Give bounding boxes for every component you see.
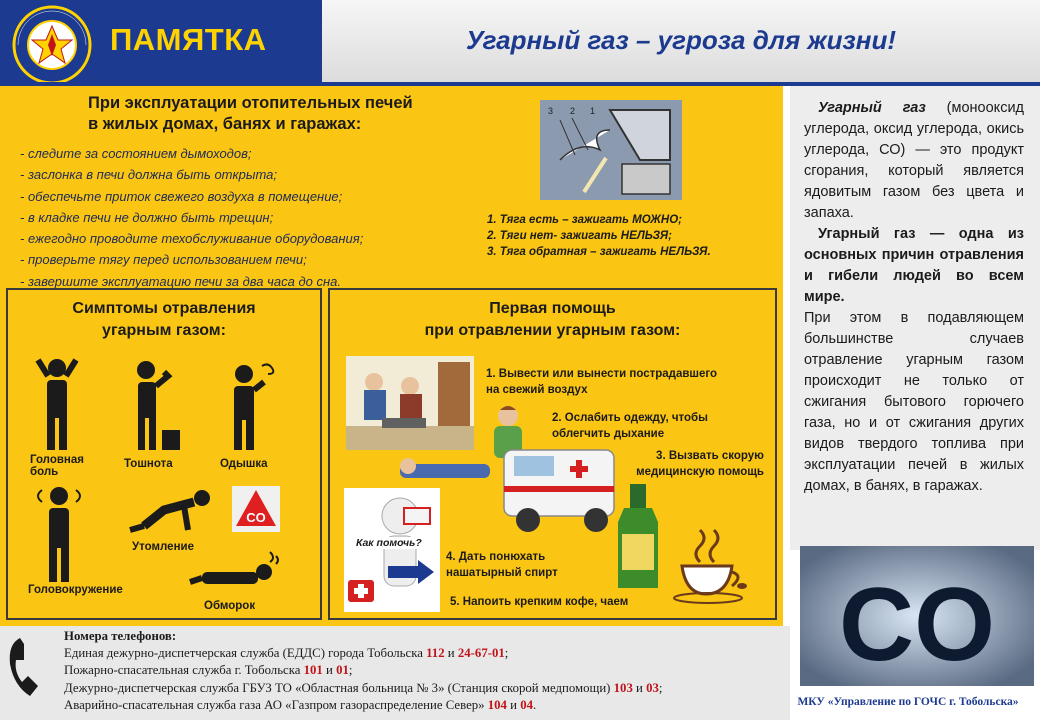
list-item: - следите за состоянием дымоходов; (20, 143, 480, 164)
phone-line (64, 645, 784, 662)
symptoms-title-line1: Симптомы отравления (72, 300, 256, 317)
how-to-help-illustration-icon (344, 488, 440, 612)
memo-badge: ПАМЯТКА (110, 22, 267, 57)
phones-list (64, 628, 784, 714)
list-item: 1. Тяга есть – зажигать МОЖНО; (487, 214, 682, 226)
first-aid-title-line2: при отравлении угарным газом: (424, 321, 681, 339)
headache-figure-icon (34, 356, 80, 452)
dyspnea-figure-icon (218, 360, 280, 452)
symptoms-title (6, 298, 322, 341)
first-aid-step2: 2. Ослабить одежду, чтобы облегчить дыхание (552, 412, 708, 440)
phone-number: 101 (303, 663, 323, 678)
co-danger-text: При этом в подавляющем большинстве случаев отравление угарным газом происходит не только от сжигания бытового горючего газа, но и от сжигания других видов твердого топлива при эксплуатации печей в жилых домах, в банях, в гаражах. (804, 310, 1024, 494)
arrow-right-icon (388, 560, 434, 584)
co-sign-icon (232, 486, 280, 532)
rescue-illustration-icon (346, 356, 474, 450)
list-item: - в кладке печи не должно быть трещин; (20, 207, 480, 228)
co-danger-paragraph (804, 224, 1024, 497)
fainting-figure-icon (186, 548, 282, 594)
phone-line-text: Пожарно-спасательная служба г. Тобольска (64, 663, 304, 678)
co-term: Угарный газ (818, 100, 926, 116)
draft-label-3: 3 (548, 106, 554, 116)
phone-line-end: ; (504, 646, 509, 661)
co-big-sign-icon (800, 546, 1034, 686)
stove-heading-line1: При эксплуатации отопительных печей (88, 94, 413, 112)
phone-number: 04 (520, 697, 533, 712)
fainting-label: Обморок (204, 600, 256, 612)
emercom-emblem-icon (4, 4, 100, 86)
phone-line-sep: и (632, 680, 647, 695)
first-aid-title (328, 298, 777, 341)
first-aid-step1: 1. Вывести или вынести пострадавшего на свежий воздух (486, 368, 718, 396)
stove-heading (88, 93, 508, 136)
stove-draft-figure (540, 100, 682, 200)
coffee-cup-icon (670, 526, 754, 606)
phone-number: 112 (426, 646, 445, 661)
phone-line (64, 662, 784, 679)
phone-line-text: Дежурно-диспетчерская служба ГБУЗ ТО «Областная больница № 3» (Станция скорой медпомощи) (64, 680, 614, 695)
phone-line (64, 697, 784, 714)
nausea-figure-icon (124, 356, 186, 452)
phones-heading: Номера телефонов: (64, 629, 177, 643)
list-item: 2. Тяги нет- зажигать НЕЛЬЗЯ; (487, 230, 672, 242)
draft-label-2: 2 (570, 106, 576, 116)
phone-line-end: . (533, 697, 537, 712)
ammonia-bottle-icon (612, 484, 664, 590)
first-aid-step5: 5. Напоить крепким кофе, чаем (450, 596, 629, 608)
co-sign-text: CO (246, 510, 266, 525)
phone-line-end: ; (658, 680, 663, 695)
list-item: - обеспечьте приток свежего воздуха в помещение; (20, 186, 480, 207)
list-item: 3. Тяга обратная – зажигать НЕЛЬЗЯ. (487, 246, 711, 258)
nausea-label: Тошнота (124, 458, 173, 470)
fatigue-figure-icon (124, 486, 214, 534)
draft-rules-list (487, 212, 777, 260)
phone-line-sep: и (322, 663, 337, 678)
list-item: - проверьте тягу перед использованием печи; (20, 249, 480, 270)
page-title: Угарный газ – угроза для жизни! (465, 25, 897, 55)
co-definition-text: (монооксид углерода, оксид углерода, окись углерода, СО) — это продукт сгорания, который является ядовитым газом без цвета и запаха. (804, 100, 1024, 221)
phone-line-sep: и (444, 646, 458, 661)
draft-label-1: 1 (590, 106, 596, 116)
phone-number: 104 (487, 697, 507, 712)
fatigue-label: Утомление (132, 541, 194, 553)
co-definition-paragraph (804, 98, 1024, 224)
first-aid-step3: 3. Вызвать скорую медицинскую помощь (636, 450, 764, 478)
first-aid-step4: 4. Дать понюхать нашатырный спирт (446, 551, 558, 579)
co-big-text: CO (839, 567, 995, 683)
list-item: - заслонка в печи должна быть открыта; (20, 164, 480, 185)
stove-rules-list (20, 143, 480, 292)
phone-number: 24-67-01 (457, 646, 505, 661)
stove-heading-line2: в жилых домах, банях и гаражах: (88, 115, 362, 134)
dizziness-figure-icon (30, 484, 88, 584)
dizziness-label: Головокружение (28, 584, 123, 596)
organization-name: МКУ «Управление по ГОЧС г. Тобольска» (797, 696, 1019, 708)
phone-number: 03 (646, 680, 659, 695)
phone-line-text: Единая дежурно-диспетчерская служба (ЕДДС) города Тобольска (64, 646, 427, 661)
phone-number: 103 (613, 680, 633, 695)
co-danger-bold: Угарный газ — одна из основных причин отравления и гибели людей во всем мире. (804, 226, 1024, 305)
list-item: - завершите эксплуатацию печи за два часа до сна. (20, 271, 480, 292)
phone-icon (6, 634, 52, 698)
phone-line-end: ; (348, 663, 353, 678)
symptoms-title-line2: угарным газом: (102, 321, 226, 339)
phone-line (64, 680, 784, 697)
phone-line-text: Аварийно-спасательная служба газа АО «Газпром газораспределение Север» (64, 697, 488, 712)
phone-line-sep: и (506, 697, 521, 712)
first-aid-title-line1: Первая помощь (489, 300, 616, 317)
dyspnea-label: Одышка (220, 458, 268, 470)
headache-label: Головная боль (30, 454, 84, 478)
list-item: - ежегодно проводите техобслуживание оборудования; (20, 228, 480, 249)
phone-number: 01 (336, 663, 349, 678)
how-to-help-caption: Как помочь? (356, 537, 422, 549)
